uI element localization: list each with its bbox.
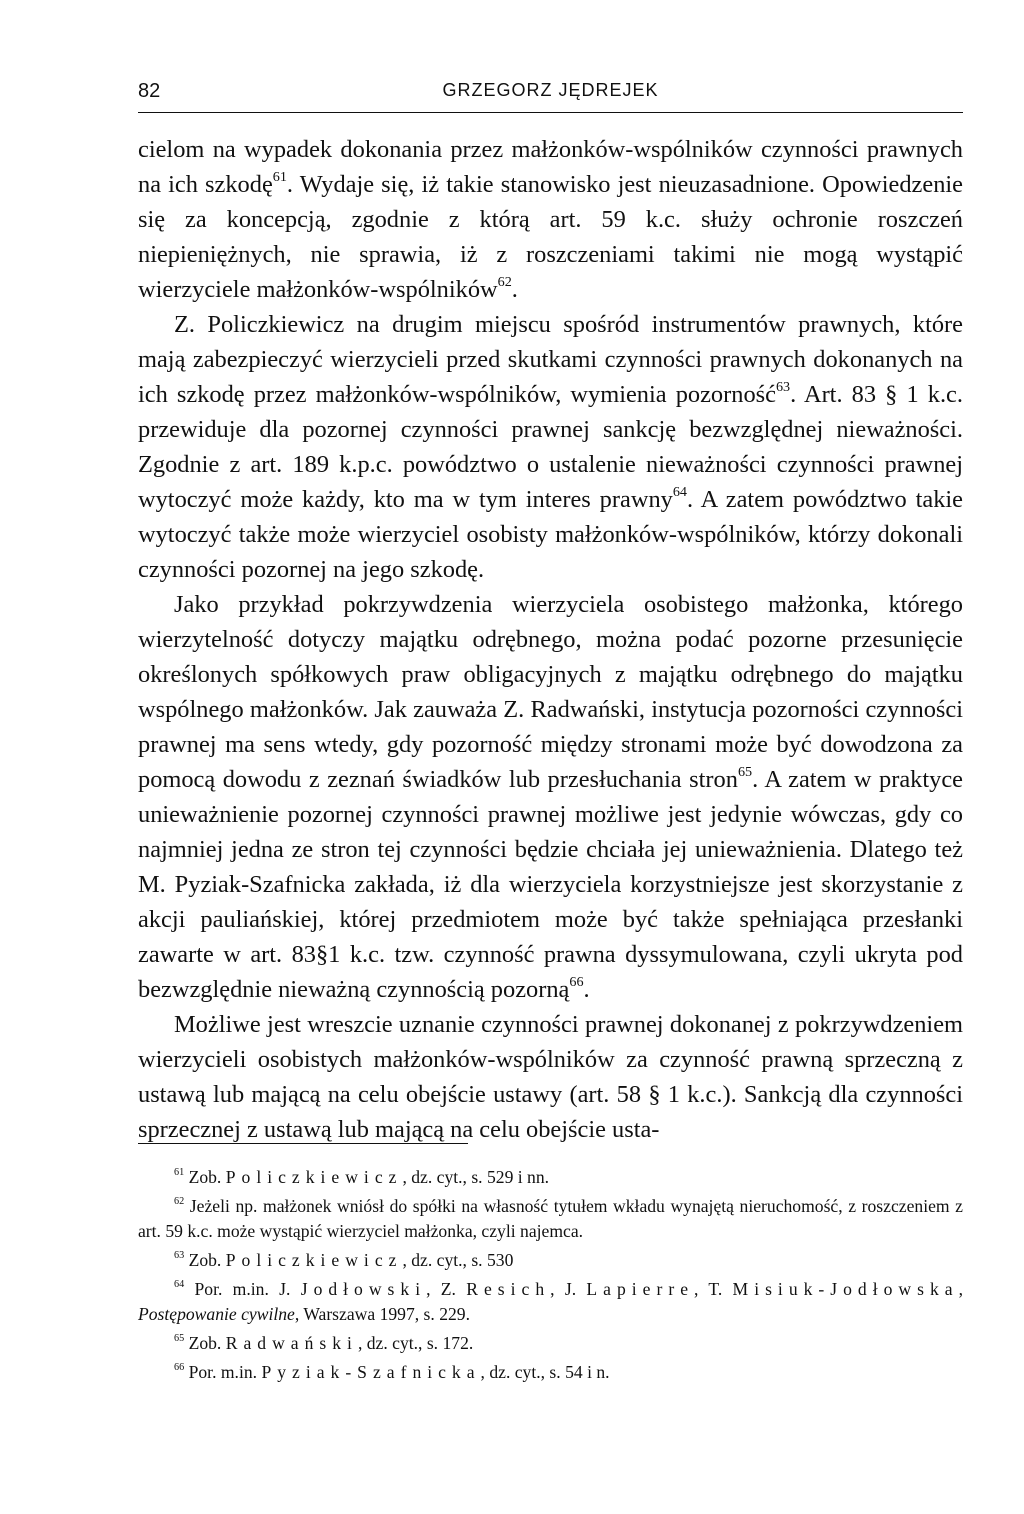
text-run: . A zatem powództwo takie wytoczyć także może wierzyciel osobisty małżonków-wspólników, którzy dokonali czynności pozornej na jego szkodę. — [138, 486, 963, 583]
paragraph-1 — [138, 132, 963, 307]
text-run: . Wydaje się, iż takie stanowisko jest nieuzasadnione. Opowiedzenie się za koncepcją, zgodnie z którą art. 59 k.c. służy ochronie roszczeń niepieniężnych, nie sprawia, iż z roszczeniami takimi nie mogą wystąpić wierzyciele małżonków-wspólników — [138, 171, 963, 303]
footnote-text: , J. — [550, 1279, 577, 1299]
footnote-text: , dz. cyt., s. 529 i nn. — [402, 1167, 550, 1187]
footnote-text: , dz. cyt., s. 530 — [402, 1250, 514, 1270]
text-run: cielom na wypadek dokonania przez małżonków-wspólników czynności prawnych na ich szkodę — [138, 136, 963, 198]
book-title: Postępowanie cywilne — [138, 1304, 295, 1324]
text-run: . — [511, 276, 518, 303]
text-run: Możliwe jest wreszcie uznanie czynności prawnej dokonanej z pokrzywdzeniem wierzycieli osobistych małżonków-wspólników za czynność prawną sprzeczną z ustawą lub mającą na celu obejście ustawy (art. 58 § 1 k.c.). Sankcją dla czynności sprzecznej z ustawą lub mającą na celu obejście usta- — [138, 1011, 963, 1143]
footnote-number: 64 — [174, 1279, 185, 1291]
footnote-text: Por. m.in. J. — [194, 1279, 291, 1299]
footnote-number: 62 — [174, 1196, 185, 1208]
footnote-number: 61 — [174, 1167, 185, 1179]
footnote-text: , Warszawa 1997, s. 229. — [294, 1304, 470, 1324]
text-run: Jako przykład pokrzywdzenia wierzyciela osobistego małżonka, którego wierzytelność dotyczy majątku odrębnego, można podać pozorne przesunięcie określonych spółkowych praw obligacyjnych z majątku odrębnego do majątku wspólnego małżonków. Jak zauważa Z. Radwański, instytucja pozorności czynności prawnej ma sens wtedy, gdy pozorność między stronami może być dowodzona za pomocą dowodu z zeznań świadków lub przesłuchania stron — [138, 591, 963, 793]
footnote-text: , — [958, 1279, 963, 1299]
paragraph-4 — [138, 1007, 963, 1147]
footnote-text: , dz. cyt., s. 54 i n. — [480, 1362, 610, 1382]
author-name: Resich — [466, 1279, 551, 1299]
footnote-ref: 62 — [497, 274, 512, 291]
footnote-63 — [138, 1248, 963, 1273]
text-run: . — [583, 976, 590, 1003]
footnote-number: 65 — [174, 1333, 185, 1345]
author-name: Misiuk-Jodłowska — [732, 1279, 959, 1299]
footnote-ref: 66 — [569, 974, 584, 991]
page-number: 82 — [138, 80, 161, 102]
text-run: Z. Policzkiewicz na drugim miejscu spośród instrumentów prawnych, które mają zabezpieczyć wierzycieli przed skutkami czynności prawnych dokonanych na ich szkodę przez małżonków-wspólników, wymienia pozorność — [138, 311, 963, 408]
footnote-number: 66 — [174, 1362, 185, 1374]
author-name: Policzkiewicz — [225, 1167, 403, 1187]
footnote-65 — [138, 1331, 963, 1356]
footnote-ref: 64 — [672, 484, 687, 501]
author-name: Policzkiewicz — [225, 1250, 403, 1270]
footnote-62 — [138, 1194, 963, 1244]
footnote-text: , dz. cyt., s. 172. — [357, 1333, 474, 1353]
page-header — [138, 78, 963, 113]
footnote-ref: 63 — [775, 379, 791, 396]
footnote-number: 63 — [174, 1250, 185, 1262]
footnote-ref: 61 — [272, 169, 287, 186]
author-name: Pyziak-Szafnicka — [261, 1362, 481, 1382]
footnotes — [138, 1165, 963, 1389]
footnote-separator — [138, 1143, 468, 1144]
author-name: Radwański — [225, 1333, 358, 1353]
footnote-text: Por. m.in. — [188, 1362, 258, 1382]
footnote-text: , Z. — [426, 1279, 456, 1299]
footnote-text: Zob. — [188, 1333, 222, 1353]
body-text — [138, 132, 963, 1147]
footnote-64 — [138, 1277, 963, 1327]
author-name: Lapierre — [586, 1279, 694, 1299]
footnote-66 — [138, 1360, 963, 1385]
footnote-text: Jeżeli np. małżonek wniósł do spółki na własność tytułem wkładu wynajętą nieruchomość, z roszczeniem z art. 59 k.c. może wystąpić wierzyciel małżonka, czyli najemca. — [138, 1196, 963, 1241]
paragraph-2 — [138, 307, 963, 587]
paragraph-3 — [138, 587, 963, 1007]
running-head: GRZEGORZ JĘDREJEK — [442, 80, 659, 100]
author-name: Jodłowski — [300, 1279, 427, 1299]
footnote-text: , T. — [694, 1279, 723, 1299]
footnote-61 — [138, 1165, 963, 1190]
footnote-ref: 65 — [737, 764, 753, 781]
text-run: . Art. 83 § 1 k.c. przewiduje dla pozornej czynności prawnej sankcję bezwzględnej nieważności. Zgodnie z art. 189 k.p.c. powództwo o ustalenie nieważności czynności prawnej wytoczyć może każdy, kto ma w tym interes prawny — [138, 381, 963, 513]
footnote-text: Zob. — [188, 1167, 222, 1187]
text-run: . A zatem w praktyce unieważnienie pozornej czynności prawnej możliwe jest jedynie wówczas, gdy co najmniej jedna ze stron tej czynności będzie chciała jej unieważnienia. Dlatego też M. Pyziak-Szafnicka zakłada, iż dla wierzyciela korzystniejsze jest skorzystanie z akcji pauliańskiej, której przedmiotem może być także spełniająca przesłanki zawarte w art. 83§1 k.c. tzw. czynność prawna dyssymulowana, czyli ukryta pod bezwzględnie nieważną czynnością pozorną — [138, 766, 963, 1003]
footnote-text: Zob. — [188, 1250, 222, 1270]
